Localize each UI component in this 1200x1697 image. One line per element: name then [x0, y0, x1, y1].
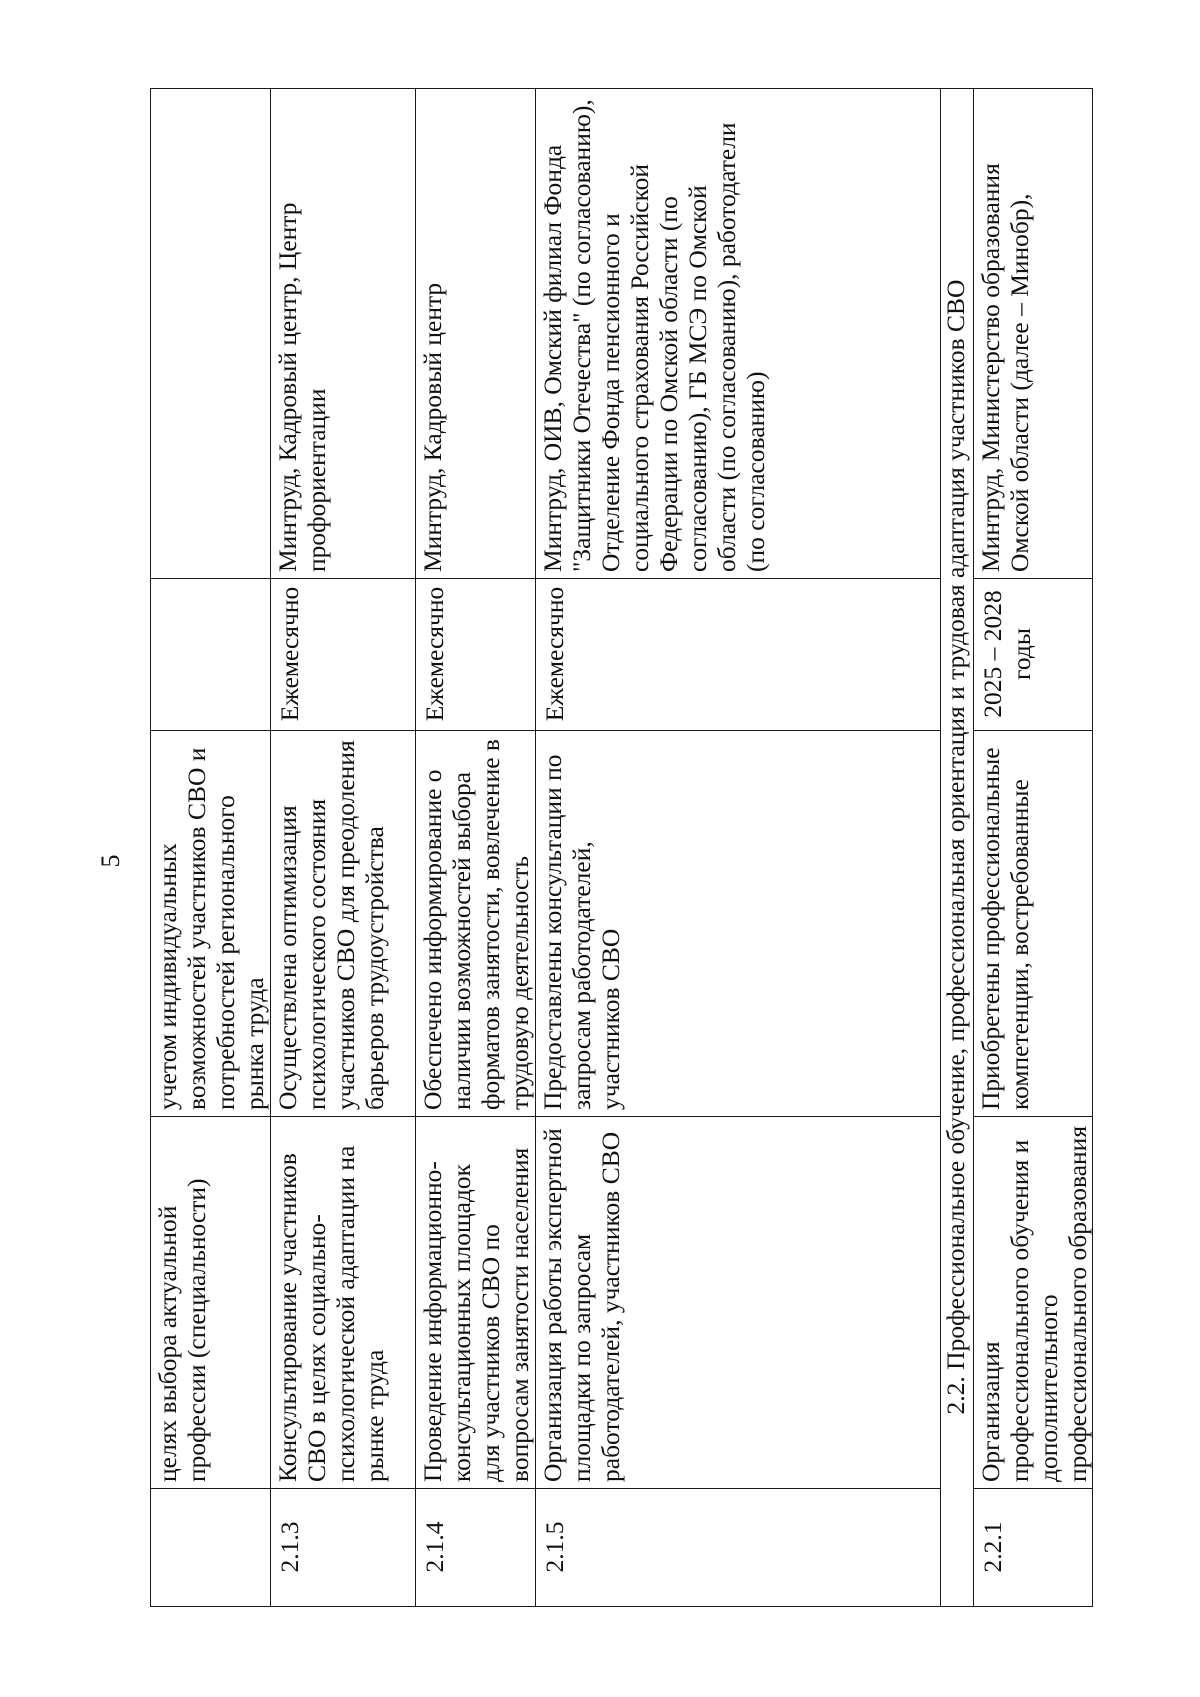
result-cell: Предоставлены консультации по запросам работодателей, участников СВО — [536, 731, 941, 1117]
measures-table — [150, 88, 1093, 1607]
event-cell: Консультирование участников СВО в целях социально-психологической адаптации на рынке труда — [271, 1117, 416, 1489]
event-cell: Проведение информационно-консультационных площадок для участников СВО по вопросам занятости населения — [416, 1117, 536, 1489]
term-cell: Ежемесячно — [416, 579, 536, 731]
event-cell: Организация работы экспертной площадки по запросам работодателей, участников СВО — [536, 1117, 941, 1489]
page-number: 5 — [96, 854, 125, 868]
event-cell: целях выбора актуальной профессии (специальности) — [151, 1117, 271, 1489]
section-heading-row — [941, 89, 974, 1607]
table-row — [974, 89, 1093, 1607]
responsible-cell: Минтруд, Кадровый центр, Центр профориентации — [271, 89, 416, 579]
section-heading: 2.2. Профессиональное обучение, профессиональная ориентация и трудовая адаптация участников СВО — [941, 89, 974, 1607]
table-row — [151, 89, 271, 1607]
responsible-cell: Минтруд, Кадровый центр — [416, 89, 536, 579]
term-cell: 2025 – 2028 годы — [974, 579, 1093, 731]
rotated-table-container — [150, 89, 1093, 1607]
result-cell: Осуществлена оптимизация психологического состояния участников СВО для преодоления барьеров трудоустройства — [271, 731, 416, 1117]
responsible-cell: Минтруд, Министерство образования Омской области (далее – Минобр), — [974, 89, 1093, 579]
row-number: 2.1.4 — [416, 1489, 536, 1607]
term-cell — [151, 579, 271, 731]
row-number: 2.2.1 — [974, 1489, 1093, 1607]
result-cell: учетом индивидуальных возможностей участников СВО и потребностей регионального рынка труда — [151, 731, 271, 1117]
event-cell: Организация профессионального обучения и дополнительного профессионального образования — [974, 1117, 1093, 1489]
result-cell: Приобретены профессиональные компетенции, востребованные — [974, 731, 1093, 1117]
term-cell: Ежемесячно — [271, 579, 416, 731]
table-row — [271, 89, 416, 1607]
table-row — [416, 89, 536, 1607]
row-number: 2.1.3 — [271, 1489, 416, 1607]
responsible-cell: Минтруд, ОИВ, Омский филиал Фонда "Защитники Отечества" (по согласованию), Отделение Фонда пенсионного и социального страхования Российской Федерации по Омской области (по согласованию), ГБ МСЭ по Омской области (по согласованию), работодатели (по согласованию) — [536, 89, 941, 579]
result-cell: Обеспечено информирование о наличии возможностей выбора форматов занятости, вовлечение в трудовую деятельность — [416, 731, 536, 1117]
responsible-cell — [151, 89, 271, 579]
term-cell: Ежемесячно — [536, 579, 941, 731]
table-row — [536, 89, 941, 1607]
row-number — [151, 1489, 271, 1607]
row-number: 2.1.5 — [536, 1489, 941, 1607]
